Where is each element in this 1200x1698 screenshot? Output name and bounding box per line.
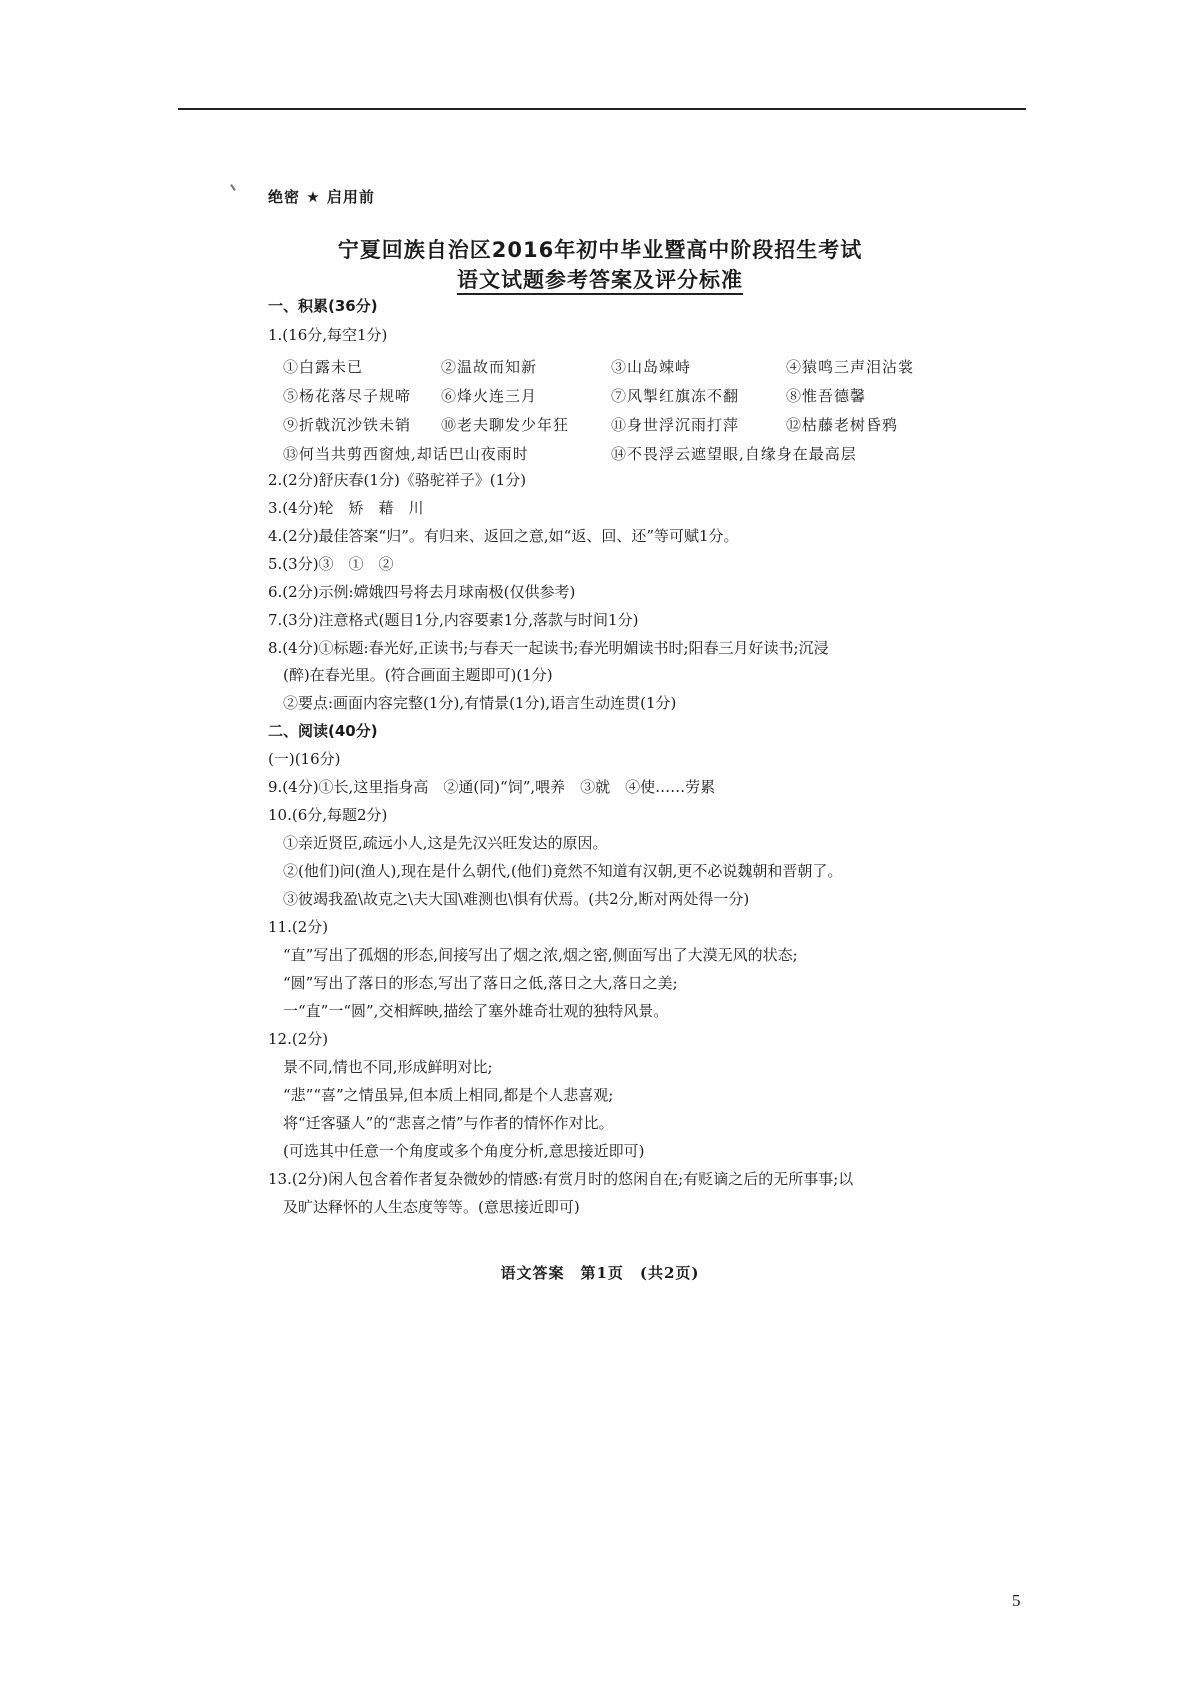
answer-row-1 (0, 356, 1200, 376)
answer-item: ③山岛竦峙 (611, 358, 692, 376)
question-11-line-1: “直”写出了孤烟的形态,间接写出了烟之浓,烟之密,侧面写出了大漠无风的状态; (283, 946, 798, 964)
question-1-heading: 1.(16分,每空1分) (268, 326, 388, 344)
section-heading-reading: 二、阅读(40分) (268, 722, 378, 740)
question-10-answer-3: ③彼竭我盈\故克之\夫大国\难测也\惧有伏焉。(共2分,断对两处得一分) (283, 890, 750, 908)
question-13-line-2: 及旷达释怀的人生态度等等。(意思接近即可) (283, 1198, 580, 1216)
question-12-line-1: 景不同,情也不同,形成鲜明对比; (283, 1058, 493, 1076)
question-10-answer-2: ②(他们)问(渔人),现在是什么朝代,(他们)竟然不知道有汉朝,更不必说魏朝和晋朝了。 (283, 862, 843, 880)
question-5: 5.(3分)③ ① ② (268, 555, 394, 573)
answer-item: ⑦风掣红旗冻不翻 (611, 387, 740, 405)
page-number: 5 (1012, 1591, 1021, 1610)
question-3: 3.(4分)轮 矫 藉 川 (268, 499, 424, 517)
confidential-label: 绝密 ★ 启用前 (268, 188, 375, 206)
answer-item: ⑪身世浮沉雨打萍 (611, 416, 740, 434)
question-12-line-4: (可选其中任意一个角度或多个角度分析,意思接近即可) (283, 1142, 645, 1160)
document-title: 宁夏回族自治区2016年初中毕业暨高中阶段招生考试 (337, 238, 863, 262)
answer-item: ⑤杨花落尽子规啼 (283, 387, 412, 405)
page-footer: 语文答案 第1页 (共2页) (500, 1264, 700, 1282)
header-rule (178, 108, 1026, 110)
answer-row-4 (0, 443, 1200, 463)
section-heading-accumulation: 一、积累(36分) (268, 297, 378, 315)
answer-item: ⑥烽火连三月 (441, 387, 538, 405)
document-subtitle (0, 264, 1200, 294)
answer-item: ⑩老夫聊发少年狂 (441, 416, 570, 434)
question-8-line-2: (醉)在春光里。(符合画面主题即可)(1分) (283, 666, 553, 684)
question-2: 2.(2分)舒庆春(1分)《骆驼祥子》(1分) (268, 471, 527, 489)
question-6: 6.(2分)示例:嫦娥四号将去月球南极(仅供参考) (268, 583, 576, 601)
question-10-heading: 10.(6分,每题2分) (268, 806, 388, 824)
answer-item: ⑭不畏浮云遮望眼,自缘身在最高层 (611, 445, 857, 463)
answer-item: ⑫枯藤老树昏鸦 (786, 416, 899, 434)
answer-item: ①白露未已 (283, 358, 364, 376)
question-4: 4.(2分)最佳答案“归”。有归来、返回之意,如“返、回、还”等可赋1分。 (268, 527, 739, 545)
answer-item: ②温故而知新 (441, 358, 538, 376)
answer-item: ⑬何当共剪西窗烛,却话巴山夜雨时 (283, 445, 529, 463)
question-11-heading: 11.(2分) (268, 918, 329, 936)
answer-item: ⑧惟吾德馨 (786, 387, 867, 405)
answer-item: ⑨折戟沉沙铁未销 (283, 416, 412, 434)
scan-mark (230, 184, 236, 191)
answer-item: ④猿鸣三声泪沾裳 (786, 358, 915, 376)
question-12-heading: 12.(2分) (268, 1030, 329, 1048)
question-8-line-3: ②要点:画面内容完整(1分),有情景(1分),语言生动连贯(1分) (283, 694, 677, 712)
reading-part-1: (一)(16分) (268, 750, 341, 768)
question-11-line-2: “圆”写出了落日的形态,写出了落日之低,落日之大,落日之美; (283, 974, 678, 992)
question-12-line-3: 将“迁客骚人”的“悲喜之情”与作者的情怀作对比。 (283, 1114, 614, 1132)
question-12-line-2: “悲”“喜”之情虽异,但本质上相同,都是个人悲喜观; (283, 1086, 614, 1104)
question-9: 9.(4分)①长,这里指身高 ②通(同)“饲”,喂养 ③就 ④使……劳累 (268, 778, 716, 796)
question-7: 7.(3分)注意格式(题目1分,内容要素1分,落款与时间1分) (268, 611, 639, 629)
question-8-line-1: 8.(4分)①标题:春光好,正读书;与春天一起读书;春光明媚读书时;阳春三月好读书;沉浸 (268, 639, 829, 657)
answer-row-3 (0, 414, 1200, 434)
question-11-line-3: 一“直”一“圆”,交相辉映,描绘了塞外雄奇壮观的独特风景。 (283, 1002, 669, 1020)
question-13-line-1: 13.(2分)闲人包含着作者复杂微妙的情感:有赏月时的悠闲自在;有贬谪之后的无所事事;以 (268, 1170, 854, 1188)
answer-row-2 (0, 385, 1200, 405)
question-10-answer-1: ①亲近贤臣,疏远小人,这是先汉兴旺发达的原因。 (283, 834, 608, 852)
document-subtitle-text: 语文试题参考答案及评分标准 (457, 268, 743, 295)
